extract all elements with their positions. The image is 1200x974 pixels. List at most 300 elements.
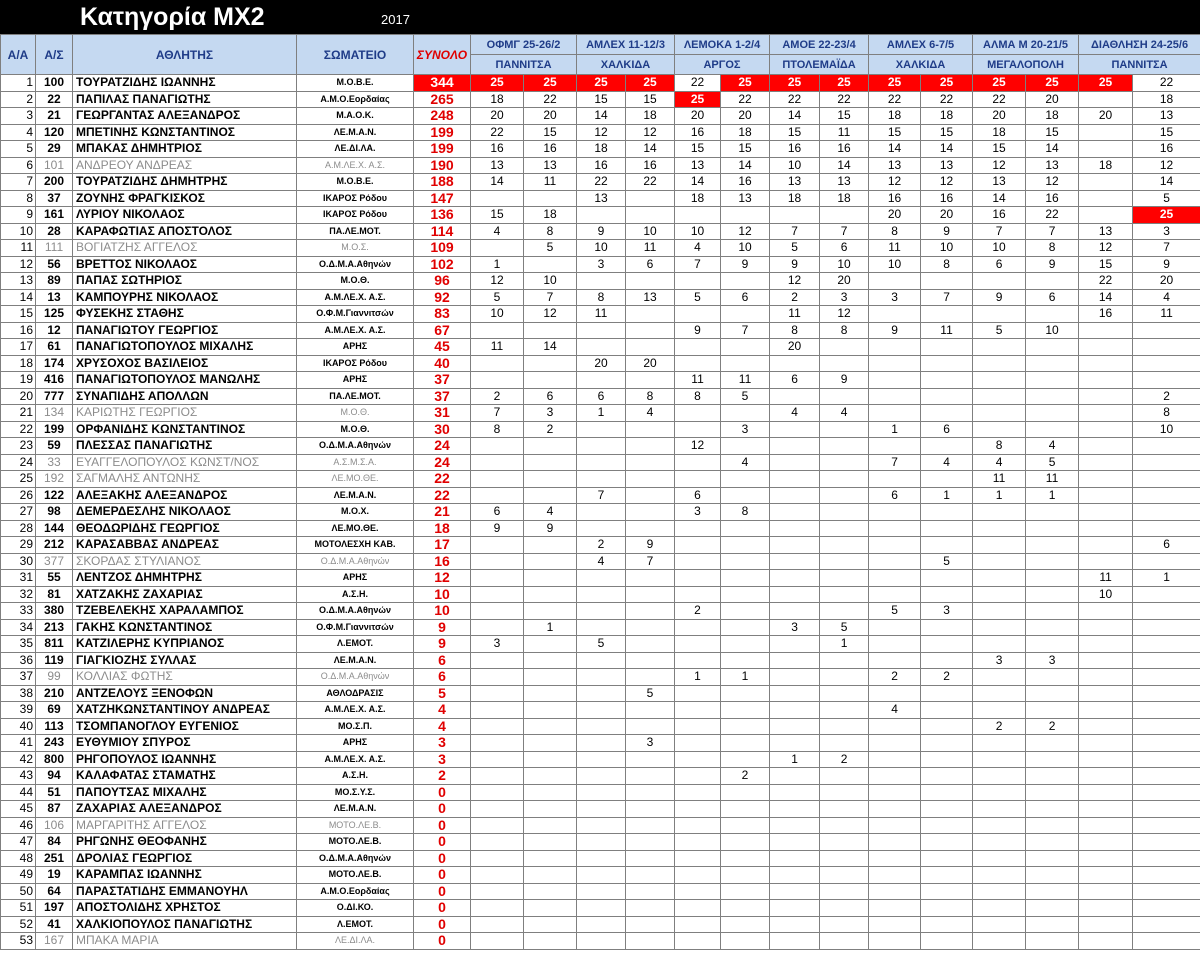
- race-points-cell: [524, 322, 577, 339]
- race-points-cell: [921, 306, 973, 323]
- race-points-cell: [1133, 784, 1200, 801]
- rider-name-cell: ΕΥΘΥΜΙΟΥ ΣΠΥΡΟΣ: [73, 735, 297, 752]
- race-points-cell: [770, 801, 820, 818]
- rider-name-cell: ΠΑΝΑΓΙΩΤΟΥ ΓΕΩΡΓΙΟΣ: [73, 322, 297, 339]
- total-points-cell: 3: [414, 751, 471, 768]
- race-points-cell: [721, 735, 770, 752]
- race-points-cell: 7: [1026, 223, 1079, 240]
- race-points-cell: [721, 916, 770, 933]
- race-points-cell: 3: [721, 421, 770, 438]
- total-points-cell: 0: [414, 784, 471, 801]
- race-points-cell: [869, 273, 921, 290]
- rider-number-cell: 243: [36, 735, 73, 752]
- race-points-cell: [524, 900, 577, 917]
- total-points-cell: 6: [414, 669, 471, 686]
- club-cell: Α.Μ.Ο.Εορδαίας: [297, 883, 414, 900]
- race-points-cell: [869, 537, 921, 554]
- race-points-cell: [770, 487, 820, 504]
- rank-cell: 45: [1, 801, 36, 818]
- race-points-cell: 4: [524, 504, 577, 521]
- race-points-cell: [1079, 339, 1133, 356]
- season-year: 2017: [381, 12, 410, 27]
- race-points-cell: [869, 504, 921, 521]
- venue-header: ΜΕΓΑΛΟΠΟΛΗ: [973, 55, 1079, 75]
- race-points-cell: [921, 685, 973, 702]
- race-points-cell: [675, 850, 721, 867]
- race-points-cell: [1079, 883, 1133, 900]
- race-points-cell: [1079, 817, 1133, 834]
- race-points-cell: [921, 273, 973, 290]
- race-points-cell: 1: [973, 487, 1026, 504]
- race-points-cell: [675, 339, 721, 356]
- venue-header: ΑΡΓΟΣ: [675, 55, 770, 75]
- race-points-cell: [770, 520, 820, 537]
- race-points-cell: [869, 619, 921, 636]
- race-points-cell: 5: [820, 619, 869, 636]
- race-points-cell: 1: [577, 405, 626, 422]
- race-points-cell: [626, 784, 675, 801]
- race-points-cell: [1079, 702, 1133, 719]
- race-points-cell: [1079, 207, 1133, 224]
- race-points-cell: [1026, 570, 1079, 587]
- club-cell: Ο.Δ.Μ.Α.Αθηνών: [297, 850, 414, 867]
- race-points-cell: [869, 636, 921, 653]
- race-points-cell: [1026, 306, 1079, 323]
- race-points-cell: [921, 586, 973, 603]
- rider-name-cell: ΠΑΝΑΓΙΩΤΟΠΟΥΛΟΣ ΜΙΧΑΛΗΣ: [73, 339, 297, 356]
- race-points-cell: 13: [770, 174, 820, 191]
- race-points-cell: 25: [626, 75, 675, 92]
- rider-number-cell: 51: [36, 784, 73, 801]
- race-points-cell: [524, 537, 577, 554]
- race-points-cell: [524, 768, 577, 785]
- race-points-cell: [626, 669, 675, 686]
- race-points-cell: 1: [921, 487, 973, 504]
- race-points-cell: [626, 619, 675, 636]
- race-points-cell: [1026, 273, 1079, 290]
- rider-number-cell: 416: [36, 372, 73, 389]
- race-points-cell: 5: [869, 603, 921, 620]
- race-points-cell: [770, 553, 820, 570]
- table-row: [1, 916, 1200, 933]
- race-points-cell: 14: [973, 190, 1026, 207]
- table-row: [1, 240, 1200, 257]
- rider-name-cell: ΟΡΦΑΝΙΔΗΣ ΚΩΝΣΤΑΝΤΙΝΟΣ: [73, 421, 297, 438]
- total-points-cell: 12: [414, 570, 471, 587]
- race-points-cell: [820, 669, 869, 686]
- rank-cell: 16: [1, 322, 36, 339]
- club-cell: Α.Σ.Η.: [297, 768, 414, 785]
- total-points-cell: 248: [414, 108, 471, 125]
- race-points-cell: 6: [524, 388, 577, 405]
- race-points-cell: 12: [1079, 240, 1133, 257]
- race-points-cell: [869, 438, 921, 455]
- race-points-cell: [770, 933, 820, 950]
- table-row: [1, 751, 1200, 768]
- race-points-cell: 5: [1026, 454, 1079, 471]
- race-points-cell: [524, 817, 577, 834]
- rider-name-cell: ΑΝΔΡΕΟΥ ΑΝΔΡΕΑΣ: [73, 157, 297, 174]
- race-points-cell: [471, 603, 524, 620]
- table-row: [1, 256, 1200, 273]
- rank-cell: 28: [1, 520, 36, 537]
- total-points-cell: 83: [414, 306, 471, 323]
- club-cell: ΛΕ.ΔΙ.ΛΑ.: [297, 141, 414, 158]
- race-points-cell: 3: [869, 289, 921, 306]
- race-points-cell: [820, 388, 869, 405]
- race-points-cell: [471, 900, 524, 917]
- rider-name-cell: ΣΑΓΜΑΛΗΣ ΑΝΤΩΝΗΣ: [73, 471, 297, 488]
- race-points-cell: [1026, 339, 1079, 356]
- race-points-cell: [1079, 190, 1133, 207]
- race-points-cell: 12: [626, 124, 675, 141]
- race-points-cell: [921, 504, 973, 521]
- rider-name-cell: ΓΑΚΗΣ ΚΩΝΣΤΑΝΤΙΝΟΣ: [73, 619, 297, 636]
- race-points-cell: 7: [626, 553, 675, 570]
- race-points-cell: [675, 883, 721, 900]
- race-points-cell: [770, 900, 820, 917]
- race-points-cell: 14: [626, 141, 675, 158]
- rider-name-cell: ΔΡΟΛΙΑΣ ΓΕΩΡΓΙΟΣ: [73, 850, 297, 867]
- race-points-cell: [921, 570, 973, 587]
- race-points-cell: 16: [869, 190, 921, 207]
- rider-number-cell: 210: [36, 685, 73, 702]
- race-points-cell: [721, 207, 770, 224]
- race-points-cell: [1079, 619, 1133, 636]
- race-points-cell: [675, 718, 721, 735]
- race-points-cell: [471, 471, 524, 488]
- race-points-cell: [973, 570, 1026, 587]
- rider-number-cell: 377: [36, 553, 73, 570]
- table-row: [1, 850, 1200, 867]
- race-points-cell: 8: [471, 421, 524, 438]
- race-points-cell: [626, 207, 675, 224]
- rank-cell: 26: [1, 487, 36, 504]
- race-points-cell: 9: [921, 223, 973, 240]
- race-points-cell: [721, 471, 770, 488]
- race-points-cell: 15: [721, 141, 770, 158]
- total-points-cell: 190: [414, 157, 471, 174]
- race-points-cell: [921, 537, 973, 554]
- race-points-cell: [770, 421, 820, 438]
- event-header: ΑΜΛΕΧ 6-7/5: [869, 35, 973, 55]
- race-points-cell: [770, 702, 820, 719]
- race-points-cell: [471, 801, 524, 818]
- rider-number-cell: 811: [36, 636, 73, 653]
- race-points-cell: [471, 652, 524, 669]
- event-header: ΛΕΜΟΚΑ 1-2/4: [675, 35, 770, 55]
- race-points-cell: [770, 867, 820, 884]
- race-points-cell: 11: [626, 240, 675, 257]
- race-points-cell: [626, 702, 675, 719]
- race-points-cell: 10: [820, 256, 869, 273]
- rider-number-cell: 167: [36, 933, 73, 950]
- rider-number-cell: 33: [36, 454, 73, 471]
- rider-number-cell: 134: [36, 405, 73, 422]
- race-points-cell: [675, 735, 721, 752]
- race-points-cell: [869, 471, 921, 488]
- race-points-cell: 6: [820, 240, 869, 257]
- rank-cell: 15: [1, 306, 36, 323]
- race-points-cell: 8: [577, 289, 626, 306]
- race-points-cell: [721, 553, 770, 570]
- race-points-cell: 4: [1133, 289, 1200, 306]
- race-points-cell: [626, 190, 675, 207]
- rider-number-cell: 122: [36, 487, 73, 504]
- race-points-cell: [973, 850, 1026, 867]
- race-points-cell: [524, 850, 577, 867]
- race-points-cell: [471, 586, 524, 603]
- race-points-cell: 14: [1133, 174, 1200, 191]
- race-points-cell: [921, 619, 973, 636]
- race-points-cell: [1026, 867, 1079, 884]
- race-points-cell: [1079, 438, 1133, 455]
- race-points-cell: 4: [973, 454, 1026, 471]
- rank-cell: 42: [1, 751, 36, 768]
- race-points-cell: [577, 933, 626, 950]
- rider-number-cell: 99: [36, 669, 73, 686]
- table-row: [1, 603, 1200, 620]
- race-points-cell: 10: [869, 256, 921, 273]
- race-points-cell: [973, 405, 1026, 422]
- total-points-cell: 344: [414, 75, 471, 92]
- race-points-cell: 22: [675, 75, 721, 92]
- race-points-cell: [770, 850, 820, 867]
- race-points-cell: [721, 867, 770, 884]
- rider-number-cell: 197: [36, 900, 73, 917]
- rider-number-cell: 98: [36, 504, 73, 521]
- rider-number-cell: 29: [36, 141, 73, 158]
- race-points-cell: [626, 900, 675, 917]
- race-points-cell: [577, 801, 626, 818]
- race-points-cell: 10: [524, 273, 577, 290]
- race-points-cell: [626, 570, 675, 587]
- race-points-cell: [721, 850, 770, 867]
- race-points-cell: [820, 487, 869, 504]
- race-points-cell: 9: [675, 322, 721, 339]
- rider-number-cell: 380: [36, 603, 73, 620]
- race-points-cell: 18: [721, 124, 770, 141]
- race-points-cell: [471, 834, 524, 851]
- race-points-cell: 18: [675, 190, 721, 207]
- total-points-cell: 3: [414, 735, 471, 752]
- race-points-cell: [921, 520, 973, 537]
- race-points-cell: 2: [1026, 718, 1079, 735]
- race-points-cell: 8: [770, 322, 820, 339]
- race-points-cell: [973, 933, 1026, 950]
- rank-cell: 46: [1, 817, 36, 834]
- table-row: [1, 75, 1200, 92]
- race-points-cell: 18: [577, 141, 626, 158]
- rank-cell: 18: [1, 355, 36, 372]
- table-row: [1, 487, 1200, 504]
- race-points-cell: [1026, 504, 1079, 521]
- rider-number-cell: 106: [36, 817, 73, 834]
- event-header: ΔΙΑΘΛΗΣΗ 24-25/6: [1079, 35, 1200, 55]
- race-points-cell: 1: [820, 636, 869, 653]
- race-points-cell: [869, 916, 921, 933]
- race-points-cell: 16: [1079, 306, 1133, 323]
- rider-number-cell: 213: [36, 619, 73, 636]
- rank-cell: 7: [1, 174, 36, 191]
- race-points-cell: [524, 702, 577, 719]
- total-points-cell: 10: [414, 603, 471, 620]
- race-points-cell: 12: [973, 157, 1026, 174]
- race-points-cell: 12: [820, 306, 869, 323]
- race-points-cell: 11: [869, 240, 921, 257]
- race-points-cell: [721, 537, 770, 554]
- total-points-cell: 199: [414, 124, 471, 141]
- race-points-cell: [626, 636, 675, 653]
- race-points-cell: [921, 801, 973, 818]
- race-points-cell: 22: [973, 91, 1026, 108]
- rider-number-cell: 41: [36, 916, 73, 933]
- race-points-cell: [1133, 636, 1200, 653]
- venue-header: ΠΑΝΝΙΤΣΑ: [1079, 55, 1200, 75]
- race-points-cell: [1079, 735, 1133, 752]
- race-points-cell: [471, 867, 524, 884]
- race-points-cell: 10: [577, 240, 626, 257]
- race-points-cell: [675, 768, 721, 785]
- race-points-cell: [524, 355, 577, 372]
- rank-cell: 25: [1, 471, 36, 488]
- race-points-cell: 7: [721, 322, 770, 339]
- race-points-cell: [1133, 850, 1200, 867]
- club-cell: ΛΕ.ΔΙ.ΛΑ.: [297, 933, 414, 950]
- rank-cell: 20: [1, 388, 36, 405]
- race-points-cell: 12: [1133, 157, 1200, 174]
- race-points-cell: [1079, 91, 1133, 108]
- race-points-cell: [1026, 933, 1079, 950]
- race-points-cell: [1133, 685, 1200, 702]
- total-points-cell: 31: [414, 405, 471, 422]
- race-points-cell: 10: [721, 240, 770, 257]
- rider-number-cell: 61: [36, 339, 73, 356]
- race-points-cell: 18: [524, 207, 577, 224]
- race-points-cell: 13: [1026, 157, 1079, 174]
- race-points-cell: [1079, 388, 1133, 405]
- rank-cell: 12: [1, 256, 36, 273]
- race-points-cell: 4: [471, 223, 524, 240]
- race-points-cell: [1133, 652, 1200, 669]
- rider-name-cell: ΚΑΡΑΣΑΒΒΑΣ ΑΝΔΡΕΑΣ: [73, 537, 297, 554]
- race-points-cell: [524, 603, 577, 620]
- race-points-cell: 16: [721, 174, 770, 191]
- rider-name-cell: ΣΥΝΑΠΙΔΗΣ ΑΠΟΛΛΩΝ: [73, 388, 297, 405]
- race-points-cell: [921, 438, 973, 455]
- race-points-cell: 4: [721, 454, 770, 471]
- race-points-cell: [1079, 768, 1133, 785]
- race-points-cell: 10: [973, 240, 1026, 257]
- table-row: [1, 537, 1200, 554]
- total-points-cell: 0: [414, 834, 471, 851]
- venue-header: ΧΑΛΚΙΔΑ: [577, 55, 675, 75]
- club-cell: ΑΡΗΣ: [297, 735, 414, 752]
- race-points-cell: [524, 256, 577, 273]
- race-points-cell: 1: [675, 669, 721, 686]
- race-points-cell: [675, 273, 721, 290]
- race-points-cell: [524, 438, 577, 455]
- total-points-cell: 22: [414, 487, 471, 504]
- race-points-cell: [921, 718, 973, 735]
- race-points-cell: [820, 784, 869, 801]
- total-points-cell: 102: [414, 256, 471, 273]
- rider-name-cell: ΑΠΟΣΤΟΛΙΔΗΣ ΧΡΗΣΤΟΣ: [73, 900, 297, 917]
- rider-number-cell: 100: [36, 75, 73, 92]
- race-points-cell: [524, 916, 577, 933]
- race-points-cell: [626, 504, 675, 521]
- race-points-cell: [471, 817, 524, 834]
- race-points-cell: [471, 751, 524, 768]
- race-points-cell: 25: [1026, 75, 1079, 92]
- rank-cell: 47: [1, 834, 36, 851]
- race-points-cell: [869, 900, 921, 917]
- race-points-cell: 13: [1079, 223, 1133, 240]
- table-row: [1, 784, 1200, 801]
- table-row: [1, 636, 1200, 653]
- race-points-cell: 13: [524, 157, 577, 174]
- standings-body: [1, 75, 1200, 950]
- race-points-cell: [721, 652, 770, 669]
- race-points-cell: [577, 883, 626, 900]
- rider-number-cell: 59: [36, 438, 73, 455]
- race-points-cell: 22: [626, 174, 675, 191]
- race-points-cell: [471, 784, 524, 801]
- race-points-cell: [770, 207, 820, 224]
- race-points-cell: [524, 751, 577, 768]
- race-points-cell: [770, 504, 820, 521]
- race-points-cell: [524, 867, 577, 884]
- race-points-cell: [626, 339, 675, 356]
- race-points-cell: [770, 471, 820, 488]
- race-points-cell: [921, 850, 973, 867]
- club-cell: Α.Μ.ΛΕ.Χ. Α.Σ.: [297, 322, 414, 339]
- race-points-cell: [973, 751, 1026, 768]
- race-points-cell: [577, 421, 626, 438]
- race-points-cell: 6: [770, 372, 820, 389]
- race-points-cell: 18: [869, 108, 921, 125]
- race-points-cell: [471, 685, 524, 702]
- race-points-cell: 20: [577, 355, 626, 372]
- race-points-cell: 11: [770, 306, 820, 323]
- race-points-cell: [921, 636, 973, 653]
- race-points-cell: 16: [820, 141, 869, 158]
- race-points-cell: 20: [973, 108, 1026, 125]
- race-points-cell: [921, 768, 973, 785]
- club-cell: ΙΚΑΡΟΣ Ρόδου: [297, 190, 414, 207]
- race-points-cell: [626, 850, 675, 867]
- club-cell: ΜΟ.Σ.Π.: [297, 718, 414, 735]
- race-points-cell: [1079, 355, 1133, 372]
- race-points-cell: 10: [1079, 586, 1133, 603]
- race-points-cell: [869, 801, 921, 818]
- club-cell: ΛΕ.ΜΟ.ΘΕ.: [297, 471, 414, 488]
- race-points-cell: [1133, 603, 1200, 620]
- race-points-cell: [973, 421, 1026, 438]
- race-points-cell: [921, 916, 973, 933]
- race-points-cell: [921, 817, 973, 834]
- race-points-cell: [471, 553, 524, 570]
- rank-cell: 35: [1, 636, 36, 653]
- rider-name-cell: ΚΑΡΙΩΤΗΣ ΓΕΩΡΓΙΟΣ: [73, 405, 297, 422]
- race-points-cell: [1026, 553, 1079, 570]
- race-points-cell: [1133, 702, 1200, 719]
- table-row: [1, 586, 1200, 603]
- race-points-cell: [721, 751, 770, 768]
- race-points-cell: [675, 751, 721, 768]
- race-points-cell: [1026, 537, 1079, 554]
- race-points-cell: 13: [471, 157, 524, 174]
